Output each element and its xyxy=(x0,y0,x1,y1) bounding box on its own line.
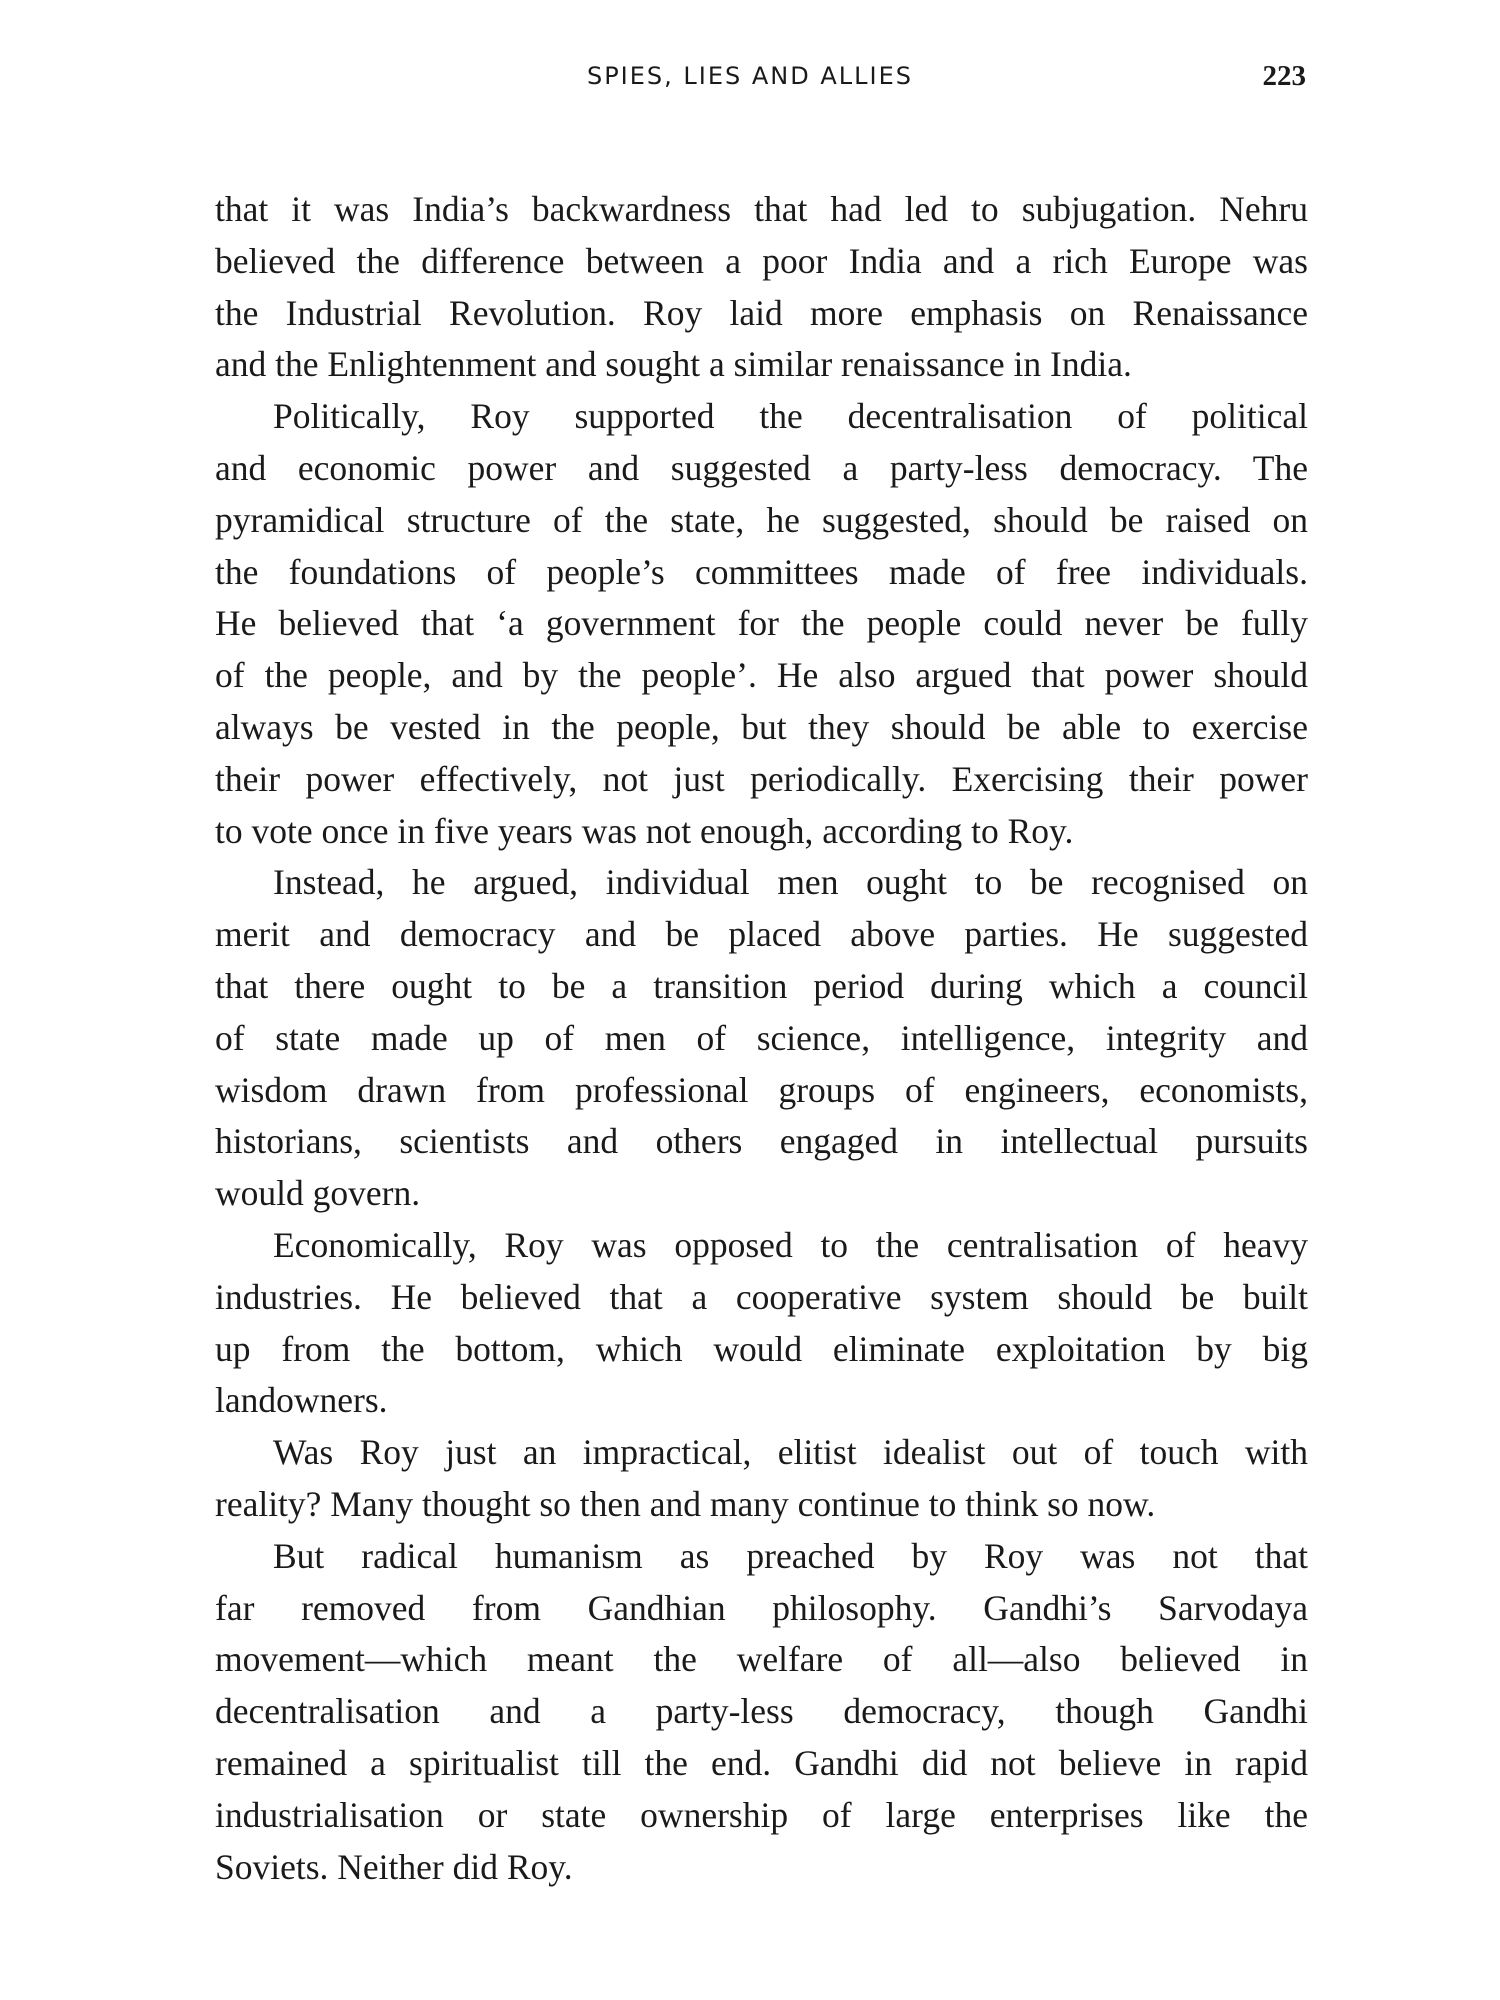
text-line: remained a spiritualist till the end. Gandhi did not believe in rapid xyxy=(215,1742,1308,1783)
text-line: Politically, Roy supported the decentralisation of political xyxy=(273,396,1308,437)
page-number: 223 xyxy=(1262,60,1306,92)
text-line: Was Roy just an impractical, elitist idealist out of touch with xyxy=(273,1432,1308,1473)
text-line: of the people, and by the people’. He also argued that power should xyxy=(215,655,1308,696)
text-line: merit and democracy and be placed above parties. He suggested xyxy=(215,914,1308,955)
text-line: of state made up of men of science, intelligence, integrity and xyxy=(215,1017,1308,1058)
text-line: the Industrial Revolution. Roy laid more emphasis on Renaissance xyxy=(215,292,1308,333)
text-line: wisdom drawn from professional groups of engineers, economists, xyxy=(215,1069,1308,1110)
text-line: the foundations of people’s committees made of free individuals. xyxy=(215,551,1308,592)
text-line: industrialisation or state ownership of large enterprises like the xyxy=(215,1794,1308,1835)
running-title: SPIES, LIES AND ALLIES xyxy=(586,62,914,90)
text-line: Soviets. Neither did Roy. xyxy=(215,1846,573,1887)
text-line: landowners. xyxy=(215,1380,388,1421)
text-line: to vote once in five years was not enough, according to Roy. xyxy=(215,810,1074,851)
text-line: Economically, Roy was opposed to the centralisation of heavy xyxy=(273,1224,1308,1265)
text-line: historians, scientists and others engaged in intellectual pursuits xyxy=(215,1121,1308,1162)
body-text xyxy=(215,184,1308,1893)
text-line: industries. He believed that a cooperative system should be built xyxy=(215,1276,1308,1317)
text-line: that it was India’s backwardness that had led to subjugation. Nehru xyxy=(215,189,1308,229)
text-line: decentralisation and a party-less democracy, though Gandhi xyxy=(215,1691,1308,1732)
page-header xyxy=(0,56,1500,96)
text-line: far removed from Gandhian philosophy. Gandhi’s Sarvodaya xyxy=(215,1587,1308,1628)
text-line: would govern. xyxy=(215,1173,421,1214)
text-line: reality? Many thought so then and many continue to think so now. xyxy=(215,1483,1156,1524)
text-line: But radical humanism as preached by Roy was not that xyxy=(273,1535,1308,1576)
text-line: always be vested in the people, but they should be able to exercise xyxy=(215,706,1308,747)
text-line: He believed that ‘a government for the people could never be fully xyxy=(215,603,1308,644)
text-line: movement—which meant the welfare of all—also believed in xyxy=(215,1639,1308,1680)
text-line: up from the bottom, which would eliminate exploitation by big xyxy=(215,1328,1308,1369)
text-line: that there ought to be a transition period during which a council xyxy=(215,965,1308,1006)
text-line: pyramidical structure of the state, he suggested, should be raised on xyxy=(215,499,1308,540)
text-line: Instead, he argued, individual men ought to be recognised on xyxy=(273,862,1308,903)
text-line: and the Enlightenment and sought a similar renaissance in India. xyxy=(215,344,1132,385)
text-line: believed the difference between a poor India and a rich Europe was xyxy=(215,240,1308,281)
text-line: their power effectively, not just periodically. Exercising their power xyxy=(215,758,1308,799)
text-line: and economic power and suggested a party-less democracy. The xyxy=(215,447,1308,488)
